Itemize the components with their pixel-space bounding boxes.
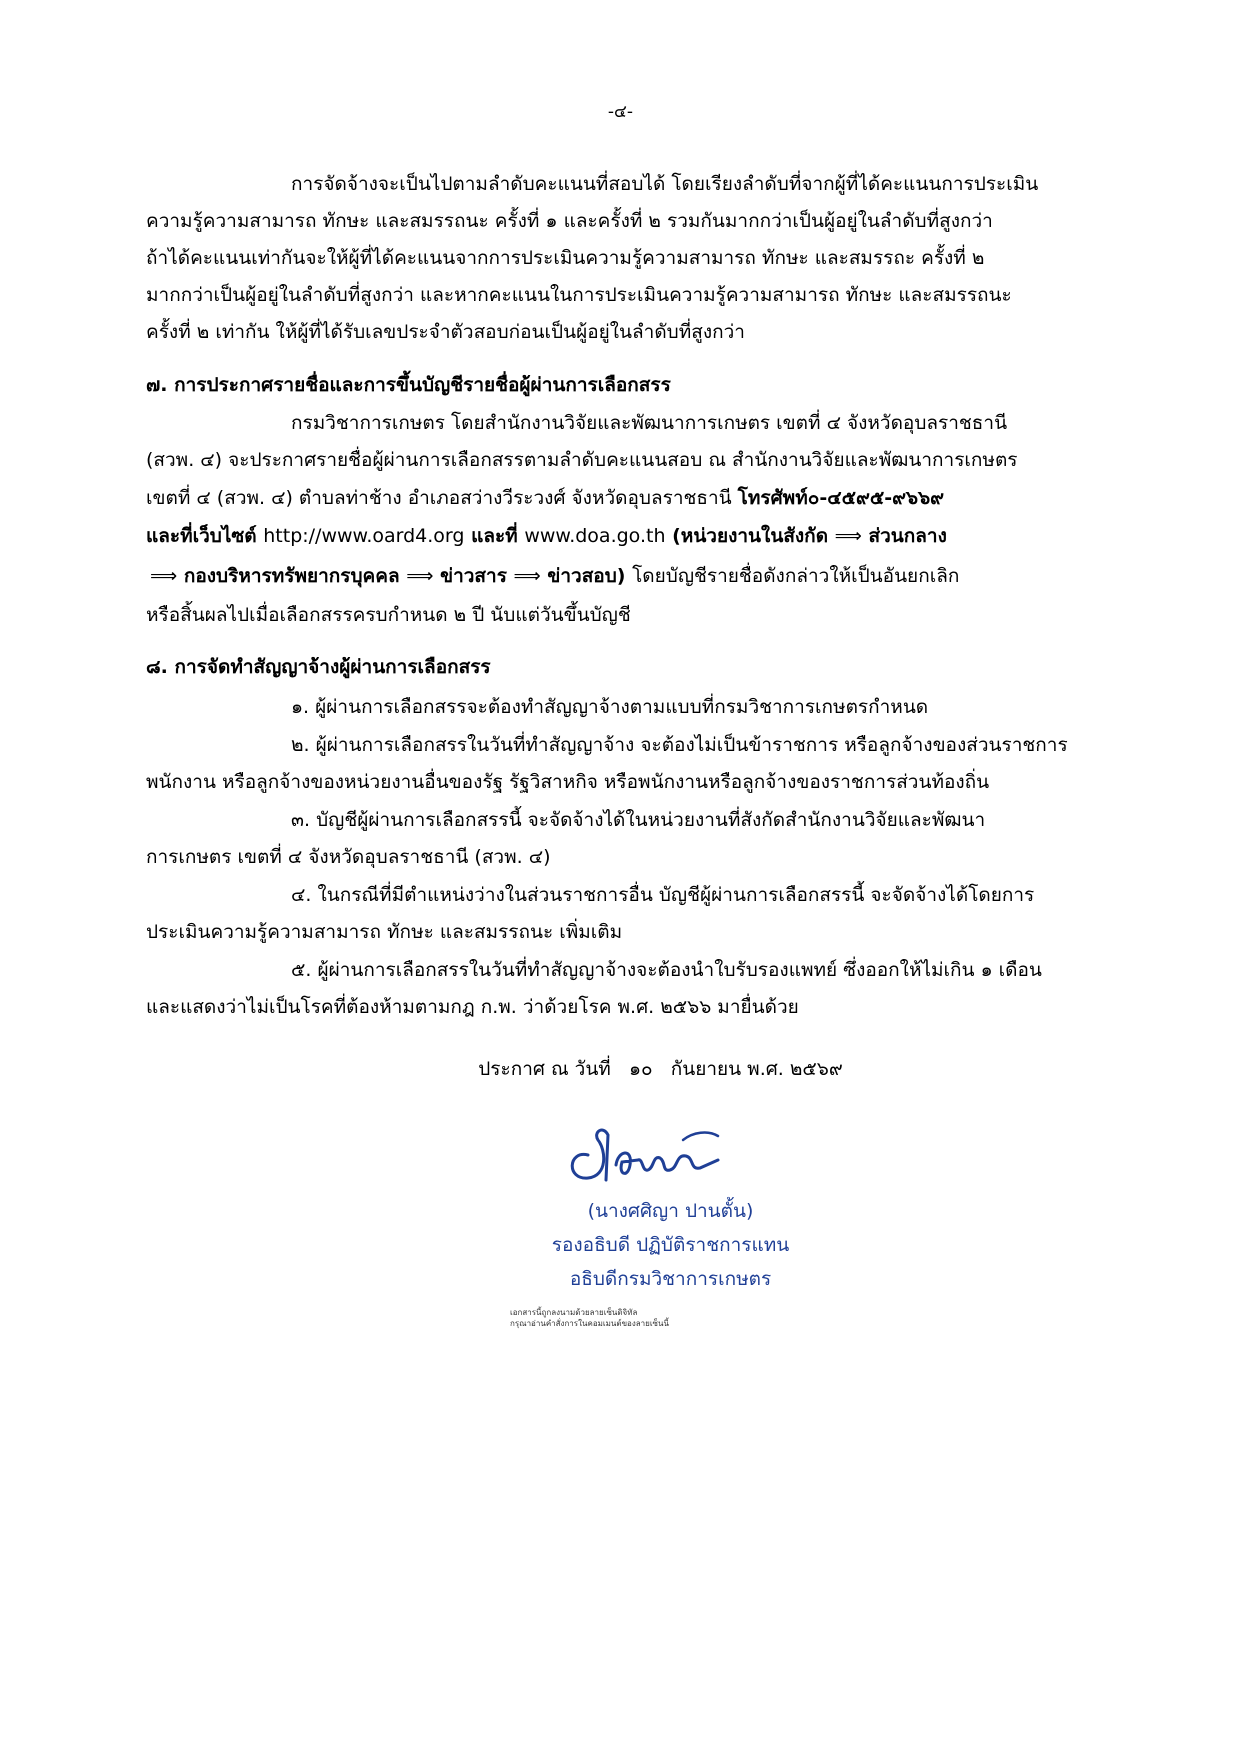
section-8-item-1: ๑. ผู้ผ่านการเลือกสรรจะต้องทำสัญญาจ้างตามแบบที่กรมวิชาการเกษตรกำหนด <box>291 696 929 718</box>
central-label: ส่วนกลาง <box>861 525 947 547</box>
para1-line-2: ความรู้ความสามารถ ทักษะ และสมรรถนะ ครั้งที่ ๑ และครั้งที่ ๒ รวมกันมากกว่าเป็นผู้อยู่ในลำดับที่สูงกว่า <box>146 210 993 232</box>
section-7-heading: ๗. การประกาศรายชื่อและการขึ้นบัญชีรายชื่อผู้ผ่านการเลือกสรร <box>146 374 671 396</box>
section-8-item-4-line-2: ประเมินความรู้ความสามารถ ทักษะ และสมรรถนะ เพิ่มเติม <box>146 921 623 943</box>
section-7-line-5 <box>150 565 959 588</box>
signer-name: (นางศศิญา ปานตั้น) <box>587 1200 754 1222</box>
oard4-link[interactable]: http://www.oard4.org <box>263 525 465 547</box>
arrow-right-icon: ⟹ <box>513 565 541 587</box>
section-7-line-2: (สวพ. ๔) จะประกาศรายชื่อผู้ผ่านการเลือกสรรตามลำดับคะแนนสอบ ณ สำนักงานวิจัยและพัฒนาการเกษตร <box>146 449 1018 471</box>
digital-signature-note-2: กรุณาอ่านคำสั่งการในคอมเมนต์ของลายเซ็นนี้ <box>510 1319 669 1328</box>
digital-signature-note-1: เอกสารนี้ถูกลงนามด้วยลายเซ็นดิจิทัล <box>510 1308 638 1317</box>
signature-image <box>558 1110 738 1190</box>
section-7-line-3 <box>146 487 944 510</box>
arrow-right-icon: ⟹ <box>150 565 178 587</box>
and-label: และที่ <box>464 525 525 547</box>
section-8-item-5-line-2: และแสดงว่าไม่เป็นโรคที่ต้องห้ามตามกฎ ก.พ. ว่าด้วยโรค พ.ศ. ๒๕๖๖ มายื่นด้วย <box>146 996 799 1018</box>
doa-link[interactable]: www.doa.go.th <box>524 525 666 547</box>
section-7-line-6: หรือสิ้นผลไปเมื่อเลือกสรรครบกำหนด ๒ ปี นับแต่วันขึ้นบัญชี <box>146 604 631 626</box>
section-8-item-5-line-1: ๕. ผู้ผ่านการเลือกสรรในวันที่ทำสัญญาจ้างจะต้องนำใบรับรองแพทย์ ซึ่งออกให้ไม่เกิน ๑ เดือน <box>291 959 1042 981</box>
section-8-item-3-line-1: ๓. บัญชีผู้ผ่านการเลือกสรรนี้ จะจัดจ้างได้ในหน่วยงานที่สังกัดสำนักงานวิจัยและพัฒนา <box>291 809 986 831</box>
para1-line-5: ครั้งที่ ๒ เท่ากัน ให้ผู้ที่ได้รับเลขประจำตัวสอบก่อนเป็นผู้อยู่ในลำดับที่สูงกว่า <box>146 321 745 343</box>
para1-line-3: ถ้าได้คะแนนเท่ากันจะให้ผู้ที่ได้คะแนนจากการประเมินความรู้ความสามารถ ทักษะ และสมรรถะ ครั้งที่ ๒ <box>146 247 985 269</box>
agency-label: (หน่วยงานในสังกัด <box>665 525 835 547</box>
signer-position-1: รองอธิบดี ปฏิบัติราชการแทน <box>551 1234 790 1256</box>
cancellation-text: โดยบัญชีรายชื่อดังกล่าวให้เป็นอันยกเลิก <box>632 565 960 587</box>
hr-division-label: กองบริหารทรัพยากรบุคคล <box>177 565 407 587</box>
phone-number: โทรศัพท์๐-๔๕๙๕-๙๖๖๙ <box>737 487 945 509</box>
para1-line-4: มากกว่าเป็นผู้อยู่ในลำดับที่สูงกว่า และหากคะแนนในการประเมินความรู้ความสามารถ ทักษะ และสมรรถนะ <box>146 284 1012 306</box>
section-7-line-4 <box>146 525 947 548</box>
address-text: เขตที่ ๔ (สวพ. ๔) ตำบลท่าช้าง อำเภอสว่างวีระวงศ์ จังหวัดอุบลราชธานี <box>146 487 738 509</box>
page-number: -๔- <box>607 102 634 122</box>
section-8-item-3-line-2: การเกษตร เขตที่ ๔ จังหวัดอุบลราชธานี (สวพ. ๔) <box>146 846 551 868</box>
exam-news-label: ข่าวสอบ) <box>540 565 633 587</box>
announcement-date: ประกาศ ณ วันที่ ๑๐ กันยายน พ.ศ. ๒๕๖๙ <box>478 1058 843 1080</box>
para1-line-1: การจัดจ้างจะเป็นไปตามลำดับคะแนนที่สอบได้ โดยเรียงลำดับที่จากผู้ที่ได้คะแนนการประเมิน <box>291 173 1039 195</box>
signer-position-2: อธิบดีกรมวิชาการเกษตร <box>569 1268 772 1290</box>
section-8-heading: ๘. การจัดทำสัญญาจ้างผู้ผ่านการเลือกสรร <box>146 656 491 678</box>
section-8-item-4-line-1: ๔. ในกรณีที่มีตำแหน่งว่างในส่วนราชการอื่น บัญชีผู้ผ่านการเลือกสรรนี้ จะจัดจ้างได้โดยการ <box>291 884 1035 906</box>
news-label: ข่าวสาร <box>433 565 514 587</box>
section-7-line-1: กรมวิชาการเกษตร โดยสำนักงานวิจัยและพัฒนาการเกษตร เขตที่ ๔ จังหวัดอุบลราชธานี <box>291 412 1008 434</box>
website-label: และที่เว็บไซต์ <box>146 525 264 547</box>
section-8-item-2-line-1: ๒. ผู้ผ่านการเลือกสรรในวันที่ทำสัญญาจ้าง จะต้องไม่เป็นข้าราชการ หรือลูกจ้างของส่วนราชการ <box>291 734 1068 756</box>
arrow-right-icon: ⟹ <box>834 525 862 547</box>
section-8-item-2-line-2: พนักงาน หรือลูกจ้างของหน่วยงานอื่นของรัฐ รัฐวิสาหกิจ หรือพนักงานหรือลูกจ้างของราชการส่วนท้องถิ่น <box>146 771 990 793</box>
arrow-right-icon: ⟹ <box>406 565 434 587</box>
